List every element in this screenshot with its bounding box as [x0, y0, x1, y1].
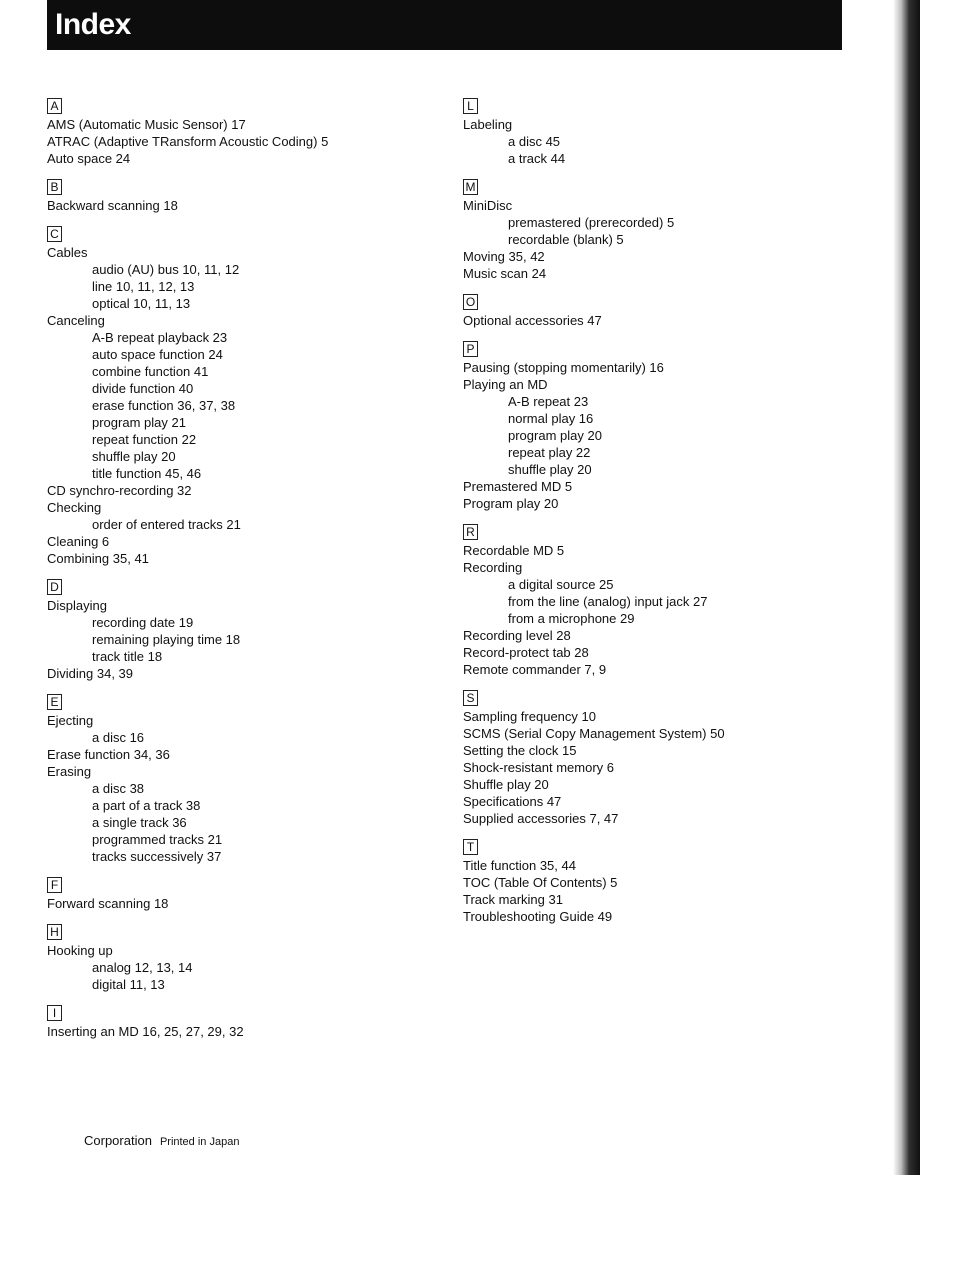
index-section-b [47, 178, 427, 214]
index-subentry: track title 18 [92, 649, 163, 664]
index-entry: CD synchro-recording 32 [47, 483, 192, 498]
index-entry: Shuffle play 20 [463, 777, 549, 792]
index-entry: Optional accessories 47 [463, 313, 602, 328]
index-subentry: order of entered tracks 21 [92, 517, 241, 532]
index-section-a [47, 97, 427, 167]
index-subentry: a disc 45 [508, 134, 561, 149]
index-entry: Recording level 28 [463, 628, 571, 643]
index-subentry: programmed tracks 21 [92, 832, 223, 847]
footer-printed: Printed in Japan [159, 1136, 240, 1148]
index-subentry: normal play 16 [508, 411, 594, 426]
section-letter: D [47, 579, 62, 595]
index-entry: Inserting an MD 16, 25, 27, 29, 32 [47, 1024, 244, 1039]
index-subentry: combine function 41 [92, 364, 209, 379]
index-subentry: a single track 36 [92, 815, 187, 830]
index-subentry: repeat play 22 [508, 445, 591, 460]
index-entry: Pausing (stopping momentarily) 16 [463, 360, 664, 375]
index-entry: Recording [463, 560, 523, 575]
section-letter: E [47, 694, 62, 710]
index-entry: Music scan 24 [463, 266, 547, 281]
index-subentry: recordable (blank) 5 [508, 232, 624, 247]
index-subentry: analog 12, 13, 14 [92, 960, 193, 975]
index-entry: SCMS (Serial Copy Management System) 50 [463, 726, 725, 741]
section-letter: R [463, 524, 478, 540]
index-entry: Playing an MD [463, 377, 548, 392]
index-entry: Auto space 24 [47, 151, 131, 166]
section-letter: O [463, 294, 478, 310]
index-section-p [463, 340, 843, 512]
index-section-e [47, 693, 427, 865]
index-subentry: auto space function 24 [92, 347, 223, 362]
index-subentry: premastered (prerecorded) 5 [508, 215, 675, 230]
index-subentry: a part of a track 38 [92, 798, 201, 813]
section-letter: B [47, 179, 62, 195]
page-title: Index [55, 8, 131, 41]
index-entry: Erasing [47, 764, 92, 779]
section-letter: S [463, 690, 478, 706]
index-entry: Remote commander 7, 9 [463, 662, 607, 677]
index-section-m [463, 178, 843, 282]
index-entry: Combining 35, 41 [47, 551, 149, 566]
index-entry: Hooking up [47, 943, 113, 958]
index-entry: Supplied accessories 7, 47 [463, 811, 619, 826]
index-entry: AMS (Automatic Music Sensor) 17 [47, 117, 246, 132]
index-subentry: a digital source 25 [508, 577, 614, 592]
index-subentry: A-B repeat playback 23 [92, 330, 228, 345]
index-section-h [47, 923, 427, 993]
index-column-left [47, 97, 427, 1051]
index-subentry: a track 44 [508, 151, 566, 166]
index-entry: MiniDisc [463, 198, 513, 213]
index-entry: Backward scanning 18 [47, 198, 178, 213]
index-subentry: from a microphone 29 [508, 611, 635, 626]
index-subentry: program play 20 [508, 428, 602, 443]
index-entry: Record-protect tab 28 [463, 645, 589, 660]
index-entry: Troubleshooting Guide 49 [463, 909, 613, 924]
index-entry: Displaying [47, 598, 107, 613]
section-letter: C [47, 226, 62, 242]
section-letter: M [463, 179, 478, 195]
index-section-c [47, 225, 427, 567]
index-subentry: title function 45, 46 [92, 466, 202, 481]
index-subentry: remaining playing time 18 [92, 632, 241, 647]
index-entry: ATRAC (Adaptive TRansform Acoustic Coding) 5 [47, 134, 329, 149]
index-subentry: line 10, 11, 12, 13 [92, 279, 195, 294]
index-subentry: a disc 16 [92, 730, 145, 745]
index-subentry: audio (AU) bus 10, 11, 12 [92, 262, 240, 277]
section-letter: I [47, 1005, 62, 1021]
index-subentry: program play 21 [92, 415, 186, 430]
index-section-o [463, 293, 843, 329]
page-spine-shadow [893, 0, 920, 1175]
index-entry: Recordable MD 5 [463, 543, 565, 558]
index-subentry: erase function 36, 37, 38 [92, 398, 236, 413]
index-entry: Title function 35, 44 [463, 858, 576, 873]
index-section-t [463, 838, 843, 925]
index-subentry: A-B repeat 23 [508, 394, 589, 409]
index-section-l [463, 97, 843, 167]
index-subentry: digital 11, 13 [92, 977, 165, 992]
section-letter: A [47, 98, 62, 114]
index-entry: Sampling frequency 10 [463, 709, 596, 724]
index-entry: Labeling [463, 117, 513, 132]
index-entry: Moving 35, 42 [463, 249, 545, 264]
index-entry: Setting the clock 15 [463, 743, 577, 758]
index-subentry: divide function 40 [92, 381, 194, 396]
index-section-s [463, 689, 843, 827]
index-entry: Dividing 34, 39 [47, 666, 133, 681]
index-entry: Premastered MD 5 [463, 479, 573, 494]
index-entry: Cables [47, 245, 88, 260]
section-letter: H [47, 924, 62, 940]
index-entry: Program play 20 [463, 496, 559, 511]
index-section-r [463, 523, 843, 678]
index-section-f [47, 876, 427, 912]
index-entry: Track marking 31 [463, 892, 563, 907]
section-letter: P [463, 341, 478, 357]
index-entry: Shock-resistant memory 6 [463, 760, 614, 775]
footer [84, 1133, 239, 1148]
index-subentry: optical 10, 11, 13 [92, 296, 191, 311]
index-entry: Erase function 34, 36 [47, 747, 170, 762]
index-column-right [463, 97, 843, 936]
header-bar [47, 0, 842, 50]
index-entry: Specifications 47 [463, 794, 562, 809]
index-subentry: shuffle play 20 [508, 462, 592, 477]
index-subentry: shuffle play 20 [92, 449, 176, 464]
index-subentry: repeat function 22 [92, 432, 197, 447]
section-letter: F [47, 877, 62, 893]
index-entry: Checking [47, 500, 102, 515]
footer-corporation: Corporation [84, 1133, 152, 1148]
index-subentry: from the line (analog) input jack 27 [508, 594, 708, 609]
index-entry: Ejecting [47, 713, 94, 728]
section-letter: T [463, 839, 478, 855]
index-section-d [47, 578, 427, 682]
index-entry: Cleaning 6 [47, 534, 110, 549]
index-entry: Canceling [47, 313, 105, 328]
index-subentry: tracks successively 37 [92, 849, 222, 864]
index-section-i [47, 1004, 427, 1040]
index-entry: TOC (Table Of Contents) 5 [463, 875, 618, 890]
index-entry: Forward scanning 18 [47, 896, 169, 911]
index-subentry: recording date 19 [92, 615, 194, 630]
section-letter: L [463, 98, 478, 114]
index-subentry: a disc 38 [92, 781, 145, 796]
